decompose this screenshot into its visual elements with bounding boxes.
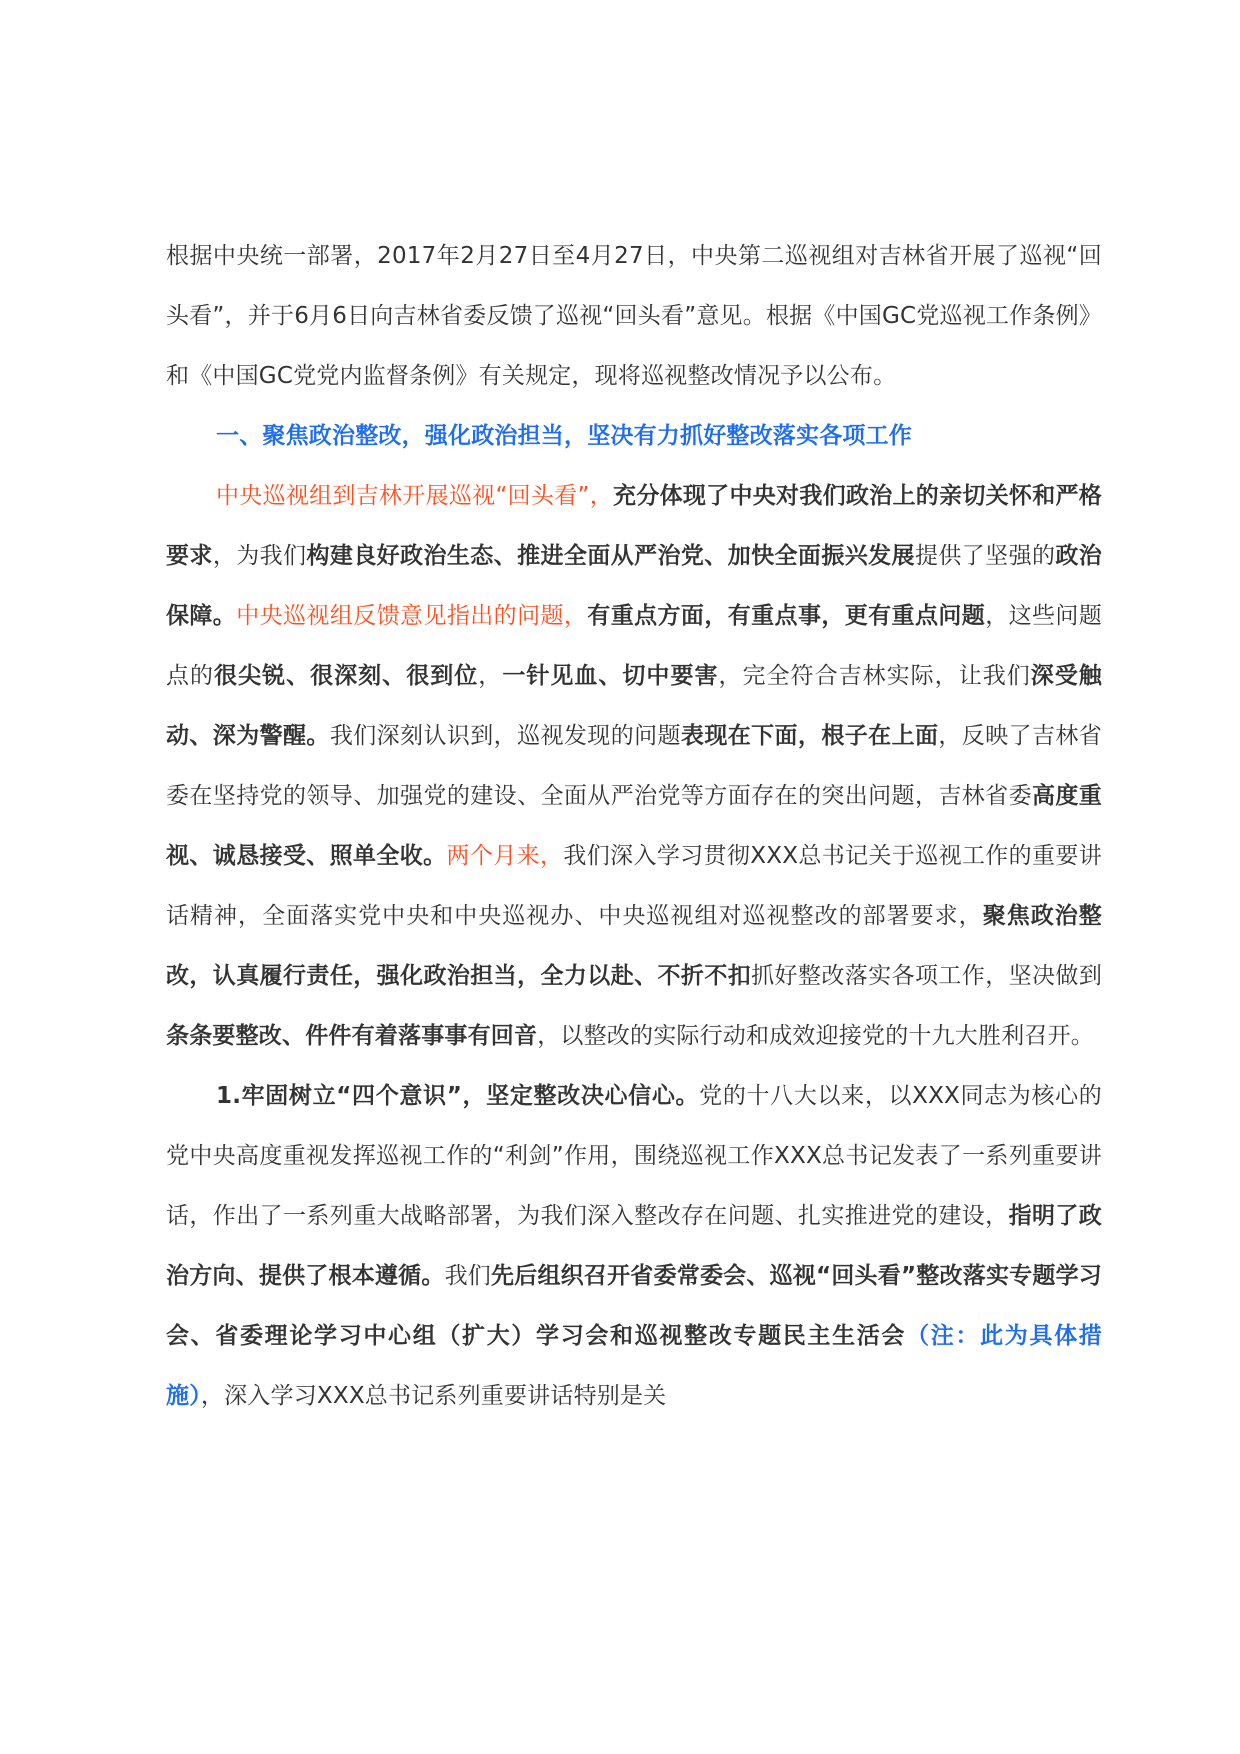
bold-text: 聚焦政治整改，认真履行责任，强化政治担当，全力以赴、不折不扣 [166,903,1103,989]
body-paragraph-2 [166,1066,1102,1426]
bold-text: 有重点方面，有重点事，更有重点问题 [587,603,986,629]
section-heading: 一、聚焦政治整改，强化政治担当，坚决有力抓好整改落实各项工作 [216,423,912,449]
highlight-text: 中央巡视组反馈意见指出的问题， [236,603,588,629]
plain-text: ，这些问题点的 [166,603,1103,689]
plain-text: 我们深刻认识到，巡视发现的问题 [329,723,681,749]
bold-text: 一针见血、切中要害 [502,663,719,689]
bold-text: 很尖锐、很深刻、很到位 [214,663,479,689]
bold-text: 充分体现了中央对我们政治上的亲切关怀和严格要求 [166,483,1102,569]
body-paragraph-1 [166,466,1102,1066]
plain-text: 党的十八大以来，以XXX同志为核心的党中央高度重视发挥巡视工作的“利剑”作用，围绕巡视工作XXX总书记发表了一系列重要讲话，作出了一系列重大战略部署，为我们深入整改存在问题、扎实推进党的建设， [166,1083,1103,1229]
bold-text: 指明了政治方向、提供了根本遵循。 [166,1203,1102,1289]
bold-text: 高度重视、诚恳接受、照单全收。 [166,783,1102,869]
highlight-text: 中央巡视组到吉林开展巡视“回头看”， [216,483,614,509]
plain-text: ，完全符合吉林实际，让我们 [718,663,1031,689]
plain-text: ，以整改的实际行动和成效迎接党的十九大胜利召开。 [537,1023,1095,1049]
bold-text: 表现在下面，根子在上面 [680,723,939,749]
bold-text: 深受触动、深为警醒。 [166,663,1103,749]
highlight-text: 两个月来， [446,843,564,869]
plain-text: 提供了坚强的 [914,543,1056,569]
plain-text: ，深入学习XXX总书记系列重要讲话特别是关 [200,1383,667,1409]
plain-text: ，反映了吉林省委在坚持党的领导、加强党的建设、全面从严治党等方面存在的突出问题，吉林省委 [166,723,1103,809]
plain-text: ，为我们 [212,543,307,569]
bold-text: 条条要整改、件件有着落事事有回音 [166,1023,538,1049]
bold-text: 政治保障。 [166,543,1102,629]
plain-text: 抓好整改落实各项工作，坚决做到 [751,963,1103,989]
plain-text: 我们 [444,1263,492,1289]
plain-text: ， [478,663,503,689]
bold-text: 先后组织召开省委常委会、巡视“回头看”整改落实专题学习会、省委理论学习中心组（扩大）学习会和巡视整改专题民主生活会 [166,1263,1103,1349]
document-body [166,226,1102,1426]
plain-text: 我们深入学习贯彻XXX总书记关于巡视工作的重要讲话精神，全面落实党中央和中央巡视办、中央巡视组对巡视整改的部署要求， [166,843,1102,929]
intro-text: 根据中央统一部署，2017年2月27日至4月27日，中央第二巡视组对吉林省开展了巡视“回头看”，并于6月6日向吉林省委反馈了巡视“回头看”意见。根据《中国GC党巡视工作条例》和《中国GC党党内监督条例》有关规定，现将巡视整改情况予以公布。 [166,243,1102,389]
intro-paragraph [166,226,1102,406]
subheading-text: 1.牢固树立“四个意识”，坚定整改决心信心。 [216,1083,700,1109]
note-text: （注：此为具体措施） [166,1323,1102,1409]
bold-text: 构建良好政治生态、推进全面从严治党、加快全面振兴发展 [306,543,915,569]
